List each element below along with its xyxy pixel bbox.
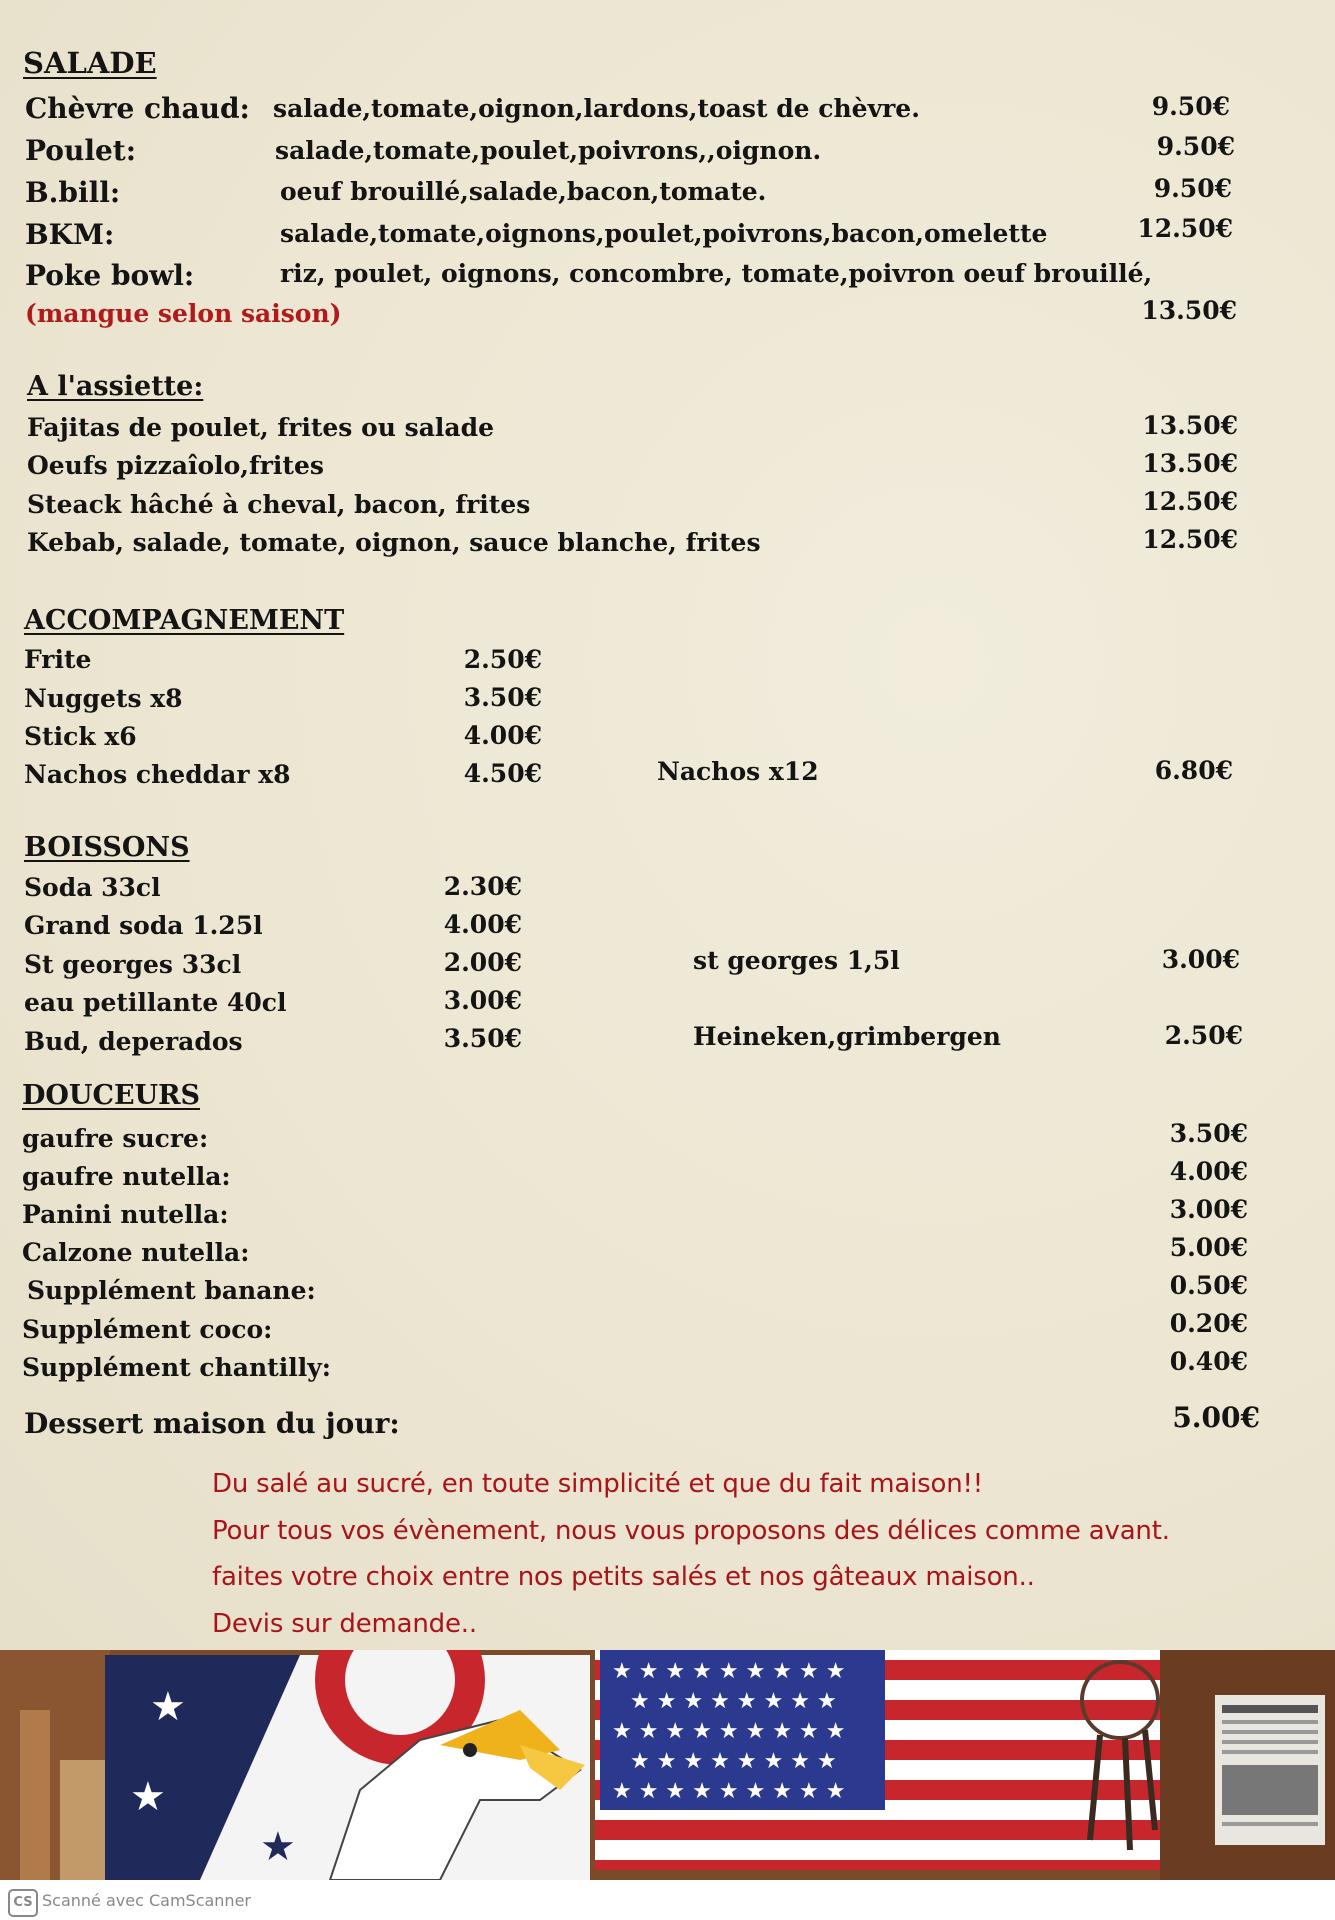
accompagnement-item-name: Nuggets x8 bbox=[24, 684, 183, 713]
svg-text:★ ★ ★ ★ ★ ★ ★ ★ ★: ★ ★ ★ ★ ★ ★ ★ ★ ★ bbox=[612, 1779, 846, 1804]
douceurs-item-name: Supplément chantilly: bbox=[22, 1353, 331, 1382]
boissons-item-price: 2.30€ bbox=[443, 872, 522, 901]
svg-text:★: ★ bbox=[150, 1684, 186, 1730]
salade-item-name: Poke bowl: bbox=[25, 259, 195, 292]
boissons-item-price: 2.50€ bbox=[1164, 1021, 1243, 1050]
accompagnement-item-price: 2.50€ bbox=[463, 645, 542, 674]
boissons-item-name: st georges 1,5l bbox=[693, 946, 900, 975]
douceurs-item-price: 3.50€ bbox=[1169, 1119, 1248, 1148]
salade-item-name: B.bill: bbox=[25, 176, 121, 209]
accompagnement-item-name: Nachos cheddar x8 bbox=[24, 760, 291, 789]
svg-text:★: ★ bbox=[260, 1824, 296, 1870]
boissons-item-name: Grand soda 1.25l bbox=[24, 911, 263, 940]
slogan-line: Pour tous vos évènement, nous vous proposons des délices comme avant. bbox=[212, 1516, 1170, 1546]
douceurs-item-name: Panini nutella: bbox=[22, 1200, 229, 1229]
douceurs-item-name: gaufre nutella: bbox=[22, 1162, 231, 1191]
douceurs-heading: DOUCEURS bbox=[22, 1080, 201, 1111]
decor-photo bbox=[0, 1650, 1335, 1880]
scanner-footer bbox=[0, 1880, 1335, 1920]
salade-item-desc: salade,tomate,poulet,poivrons,,oignon. bbox=[275, 136, 822, 165]
salade-item-price: 9.50€ bbox=[1151, 92, 1230, 121]
salade-item-price: 9.50€ bbox=[1153, 174, 1232, 203]
dessert-du-jour-price: 5.00€ bbox=[1172, 1401, 1260, 1434]
salade-item-name: Poulet: bbox=[25, 134, 137, 167]
assiette-item-name: Fajitas de poulet, frites ou salade bbox=[27, 413, 494, 442]
douceurs-item-name: Supplément banane: bbox=[27, 1276, 316, 1305]
salade-item-price: 9.50€ bbox=[1156, 132, 1235, 161]
salade-item-desc: riz, poulet, oignons, concombre, tomate,poivron oeuf brouillé, bbox=[280, 259, 1153, 288]
boissons-heading: BOISSONS bbox=[24, 832, 190, 863]
boissons-item-price: 3.50€ bbox=[443, 1024, 522, 1053]
accompagnement-item-price: 4.50€ bbox=[463, 759, 542, 788]
camscanner-logo-icon: CS bbox=[8, 1889, 38, 1917]
assiette-item-price: 12.50€ bbox=[1142, 525, 1238, 554]
assiette-heading: A l'assiette: bbox=[27, 371, 204, 402]
salade-item-desc: oeuf brouillé,salade,bacon,tomate. bbox=[280, 177, 767, 206]
boissons-item-name: Bud, deperados bbox=[24, 1027, 243, 1056]
american-flag-icon bbox=[595, 1650, 1160, 1870]
douceurs-item-name: Supplément coco: bbox=[22, 1315, 273, 1344]
assiette-item-price: 13.50€ bbox=[1142, 449, 1238, 478]
salade-heading: SALADE bbox=[23, 46, 157, 80]
douceurs-item-name: Calzone nutella: bbox=[22, 1238, 250, 1267]
boissons-item-price: 4.00€ bbox=[443, 910, 522, 939]
boissons-item-price: 2.00€ bbox=[443, 948, 522, 977]
svg-text:★: ★ bbox=[130, 1774, 166, 1820]
salade-item-desc: salade,tomate,oignons,poulet,poivrons,bacon,omelette bbox=[280, 219, 1048, 248]
salade-item-name: BKM: bbox=[25, 218, 115, 251]
boissons-item-name: eau petillante 40cl bbox=[24, 988, 287, 1017]
svg-text:★ ★ ★ ★ ★ ★ ★ ★: ★ ★ ★ ★ ★ ★ ★ ★ bbox=[630, 1749, 837, 1774]
svg-text:★ ★ ★ ★ ★ ★ ★ ★ ★: ★ ★ ★ ★ ★ ★ ★ ★ ★ bbox=[612, 1719, 846, 1744]
slogan-line: Du salé au sucré, en toute simplicité et que du fait maison!! bbox=[212, 1469, 983, 1499]
douceurs-item-name: gaufre sucre: bbox=[22, 1124, 209, 1153]
accompagnement-item-price: 4.00€ bbox=[463, 721, 542, 750]
assiette-item-name: Oeufs pizzaîolo,frites bbox=[27, 451, 324, 480]
douceurs-item-price: 0.20€ bbox=[1169, 1309, 1248, 1338]
slogan-line: Devis sur demande.. bbox=[212, 1609, 477, 1639]
accompagnement-item-price: 3.50€ bbox=[463, 683, 542, 712]
svg-text:★ ★ ★ ★ ★ ★ ★ ★: ★ ★ ★ ★ ★ ★ ★ ★ bbox=[630, 1689, 837, 1714]
boissons-item-name: Heineken,grimbergen bbox=[693, 1022, 1001, 1051]
assiette-item-name: Kebab, salade, tomate, oignon, sauce blanche, frites bbox=[27, 528, 761, 557]
dessert-du-jour-name: Dessert maison du jour: bbox=[24, 1407, 400, 1440]
douceurs-item-price: 0.40€ bbox=[1169, 1347, 1248, 1376]
boissons-item-name: St georges 33cl bbox=[24, 950, 242, 979]
accompagnement-heading: ACCOMPAGNEMENT bbox=[24, 605, 345, 636]
assiette-item-name: Steack hâché à cheval, bacon, frites bbox=[27, 490, 531, 519]
decor-photo-art bbox=[0, 1650, 1335, 1880]
assiette-item-price: 13.50€ bbox=[1142, 411, 1238, 440]
accompagnement-item-price: 6.80€ bbox=[1154, 756, 1233, 785]
salade-item-price: 13.50€ bbox=[1141, 296, 1237, 325]
douceurs-item-price: 4.00€ bbox=[1169, 1157, 1248, 1186]
salade-item-name: Chèvre chaud: bbox=[25, 92, 250, 125]
salade-item-note: (mangue selon saison) bbox=[25, 299, 342, 328]
salade-item-desc: salade,tomate,oignon,lardons,toast de chèvre. bbox=[273, 94, 920, 123]
douceurs-item-price: 0.50€ bbox=[1169, 1271, 1248, 1300]
svg-text:★ ★ ★ ★ ★ ★ ★ ★ ★: ★ ★ ★ ★ ★ ★ ★ ★ ★ bbox=[612, 1659, 846, 1684]
accompagnement-item-name: Stick x6 bbox=[24, 722, 137, 751]
douceurs-item-price: 5.00€ bbox=[1169, 1233, 1248, 1262]
accompagnement-item-name: Nachos x12 bbox=[657, 757, 819, 786]
assiette-item-price: 12.50€ bbox=[1142, 487, 1238, 516]
boissons-item-price: 3.00€ bbox=[1161, 945, 1240, 974]
eagle-flag-banner-icon bbox=[105, 1650, 590, 1880]
boissons-item-price: 3.00€ bbox=[443, 986, 522, 1015]
newspaper-clipping-icon bbox=[1215, 1695, 1325, 1845]
salade-item-price: 12.50€ bbox=[1137, 214, 1233, 243]
slogan-line: faites votre choix entre nos petits salés et nos gâteaux maison.. bbox=[212, 1562, 1035, 1592]
camscanner-text: Scanné avec CamScanner bbox=[42, 1891, 251, 1910]
boissons-item-name: Soda 33cl bbox=[24, 873, 161, 902]
douceurs-item-price: 3.00€ bbox=[1169, 1195, 1248, 1224]
accompagnement-item-name: Frite bbox=[24, 645, 92, 674]
